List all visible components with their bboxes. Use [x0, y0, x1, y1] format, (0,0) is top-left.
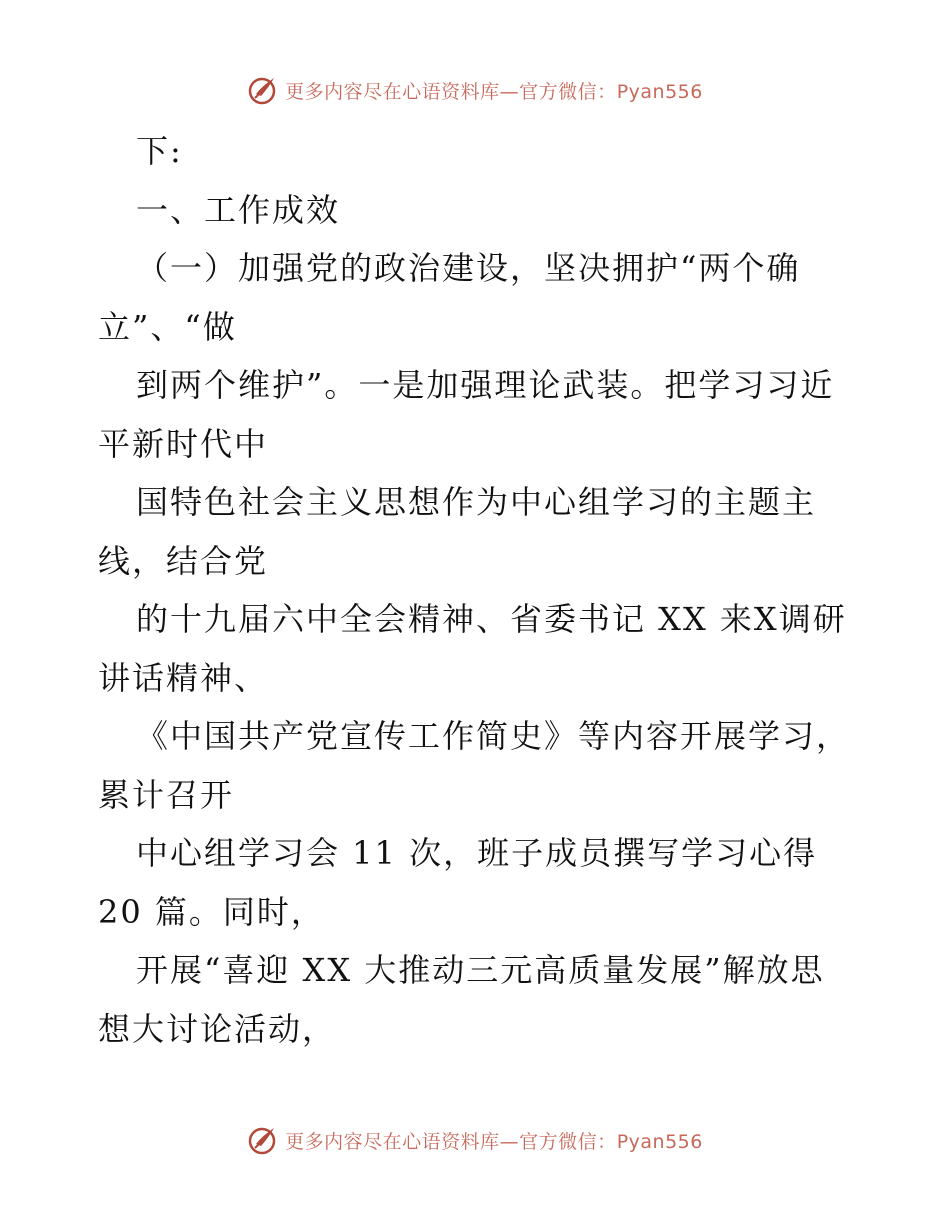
document-line: 中心组学习会 11 次，班子成员撰写学习心得	[136, 834, 818, 872]
document-line: 累计召开	[98, 775, 235, 814]
document-line: 开展“喜迎 XX 大推动三元高质量发展”解放思	[136, 951, 825, 989]
watermark-title: 更多内容尽在心语资料库	[285, 1130, 500, 1153]
document-body	[98, 122, 858, 1058]
footer-watermark	[0, 1120, 950, 1160]
wechat-label: 官方微信：	[519, 1130, 617, 1153]
document-line: 想大讨论活动，	[98, 1009, 337, 1048]
document-line: 线，结合党	[98, 541, 269, 580]
document-line: （一）加强党的政治建设，坚决拥护“两个确	[136, 249, 801, 287]
wechat-label: 官方微信：	[519, 80, 617, 103]
document-line: 到两个维护”。一是加强理论武装。把学习习近	[136, 366, 835, 404]
quill-pen-logo-icon	[247, 74, 279, 106]
watermark-separator: —	[499, 80, 520, 103]
document-line: 立”、“做	[98, 307, 237, 346]
watermark-title: 更多内容尽在心语资料库	[285, 80, 500, 103]
document-line: 一、工作成效	[136, 190, 341, 229]
header-watermark-text	[285, 77, 703, 104]
wechat-id: Pyan556	[616, 80, 703, 103]
document-line: 国特色社会主义思想作为中心组学习的主题主	[136, 483, 817, 521]
footer-watermark-text	[285, 1127, 703, 1154]
document-line: 下:	[136, 132, 183, 170]
document-line: 的十九届六中全会精神、省委书记 XX 来X调研	[136, 600, 847, 638]
wechat-id: Pyan556	[616, 1130, 703, 1153]
document-line: 20 篇。同时，	[98, 892, 325, 931]
header-watermark	[0, 70, 950, 110]
watermark-separator: —	[499, 1130, 520, 1153]
document-line: 平新时代中	[98, 424, 269, 463]
quill-pen-logo-icon	[247, 1124, 279, 1156]
document-line: 《中国共产党宣传工作简史》等内容开展学习，	[136, 717, 851, 755]
document-line: 讲话精神、	[98, 658, 269, 697]
